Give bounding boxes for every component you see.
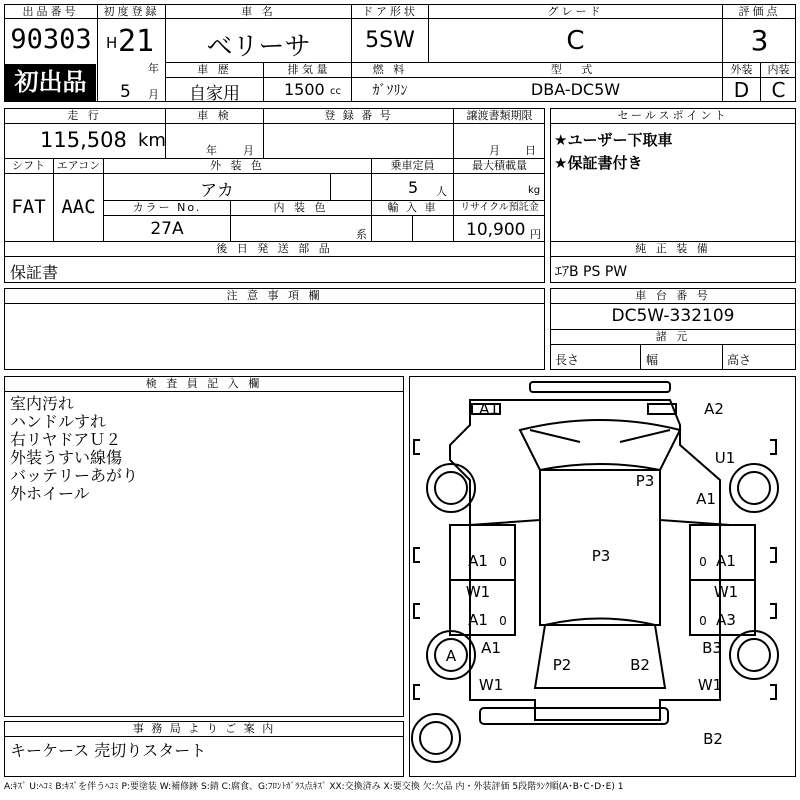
capacity-label: 乗車定員	[390, 159, 435, 172]
shift: FAT	[11, 196, 46, 218]
ac-label: エアコン	[56, 159, 101, 172]
door-type: 5SW	[365, 28, 415, 53]
equipment: ｴｱB PS PW	[555, 264, 628, 280]
damage-mark-right-quarter: B3	[702, 639, 722, 657]
int-score-label: 内装	[767, 63, 790, 76]
year-unit: 年	[148, 62, 159, 75]
damage-mark-left-rear-door: A1	[468, 611, 488, 629]
lot-number: 90303	[10, 24, 92, 55]
office-message: キーケース 売切りスタート	[10, 741, 207, 760]
later-parts-label: 後 日 発 送 部 品	[216, 242, 333, 255]
recycle-amount: 10,900	[466, 220, 526, 240]
ext-color: アカ	[200, 181, 234, 201]
damage-mark-right-rear-door: A3	[716, 611, 736, 629]
damage-mark-front-right: A2	[704, 400, 724, 418]
car-name: ベリーサ	[206, 32, 311, 62]
int-color-label: 内 装 色	[273, 201, 329, 214]
capacity: 5	[408, 178, 419, 197]
damage-mark-fender-right: A1	[696, 490, 716, 508]
legend: A:ｷｽﾞ U:ﾍｺﾐ B:ｷｽﾞを伴うﾍｺﾐ P:要塗装 W:補修跡 S:錆 C:腐食、G:ﾌﾛﾝﾄｶﾞﾗｽ点ｷｽﾞ XX:交換済み X:要交換 欠:欠品 内・外装評価 5段階ﾗﾝｸ順(A･B･C･D･E) 1	[4, 782, 624, 792]
damage-mark-left-front-door: A1	[468, 552, 488, 570]
displacement-unit: cc	[330, 86, 341, 97]
history: 自家用	[189, 84, 240, 104]
int-color-unit: 系	[356, 228, 367, 241]
office-label: 事 務 局 よ り ご 案 内	[4, 721, 404, 737]
width-label: 幅	[646, 353, 659, 367]
dims-label: 諸 元	[655, 330, 691, 343]
damage-mark-right-front-door: A1	[716, 552, 736, 570]
color-no: 27A	[150, 219, 184, 239]
later-parts: 保証書	[10, 263, 59, 282]
import-label: 輸 入 車	[387, 201, 438, 214]
inspector-line: ハンドルすれ	[10, 412, 107, 431]
transfer-day-unit: 日	[525, 144, 536, 157]
lot-label: 出品番号	[4, 4, 97, 19]
damage-mark-rear-bumper: B2	[703, 730, 723, 748]
score: 3	[750, 24, 769, 57]
height-label: 高さ	[727, 353, 752, 367]
model: DBA-DC5W	[530, 80, 621, 99]
max-load-unit: kg	[528, 185, 541, 196]
first-reg-label: 初度登録	[98, 4, 165, 19]
fuel: ｶﾞｿﾘﾝ	[372, 83, 408, 99]
damage-mark-left-rear-door-extra: 0	[499, 614, 507, 628]
damage-mark-right-rear-panel: W1	[697, 676, 723, 694]
damage-mark-left-rear-panel: W1	[478, 676, 504, 694]
mileage-label: 走 行	[67, 109, 102, 122]
mileage-unit: km	[138, 130, 166, 151]
sales-point-item: ★ユーザー下取車	[554, 131, 673, 149]
inspection-label: 車 検	[197, 109, 232, 122]
grade: C	[566, 26, 585, 56]
history-label: 車 歴	[197, 63, 232, 76]
damage-mark-right-front-door-extra: 0	[699, 555, 707, 569]
inspector-label: 検 査 員 記 入 欄	[4, 376, 404, 392]
sales-point-label: セールスポイント	[550, 108, 796, 124]
inspector-line: 右リヤドアＵ２	[10, 430, 122, 449]
ext-score: D	[733, 78, 750, 102]
era: H	[106, 34, 118, 52]
mileage: 115,508	[40, 128, 127, 152]
length-label: 長さ	[555, 353, 580, 367]
ext-score-label: 外装	[730, 63, 753, 76]
inspection-year-unit: 年	[206, 144, 217, 157]
grade-label: グレード	[429, 4, 722, 19]
max-load-label: 最大積載量	[472, 159, 527, 172]
car-name-label: 車 名	[166, 4, 351, 19]
damage-mark-hood: P3	[635, 472, 655, 490]
inspector-line: 外ホイール	[10, 484, 90, 503]
shift-label: シフト	[12, 159, 45, 172]
inspection-month-unit: 月	[243, 144, 254, 157]
damage-mark-rear-right: B2	[630, 656, 650, 674]
model-label: 型 式	[550, 63, 601, 76]
notes-label: 注 意 事 項 欄	[4, 288, 545, 304]
capacity-unit: 人	[436, 185, 447, 198]
fuel-label: 燃 料	[372, 63, 408, 76]
month-unit: 月	[148, 88, 159, 101]
inspector-line: 室内汚れ	[10, 395, 75, 413]
damage-mark-roof: P3	[591, 547, 611, 565]
displacement: 1500	[284, 80, 325, 99]
equipment-label: 純 正 装 備	[635, 242, 711, 255]
damage-mark-left-rear-wheel: A	[445, 647, 457, 665]
damage-mark-rear-left: P2	[552, 656, 572, 674]
inspector-line: 外装うすい線傷	[10, 448, 123, 467]
damage-mark-left-front-door-extra: 0	[499, 555, 507, 569]
int-score: C	[771, 78, 786, 102]
color-no-label: カラー No.	[132, 201, 202, 214]
transfer-label: 譲渡書類期限	[466, 109, 533, 122]
month-number: 5	[120, 82, 131, 102]
recycle-unit: 円	[530, 228, 541, 241]
door-label: ドア形状	[352, 4, 428, 19]
ac: AAC	[61, 196, 96, 218]
sales-point-item: ★保証書付き	[554, 154, 643, 172]
first-listing-badge: 初出品	[5, 64, 96, 101]
damage-mark-left-sill: W1	[465, 583, 491, 601]
damage-mark-right-sill: W1	[713, 583, 739, 601]
chassis-label: 車 台 番 号	[550, 288, 796, 304]
score-label: 評価点	[723, 4, 796, 19]
reg-no-label: 登 録 番 号	[324, 109, 393, 122]
recycle-label: リサイクル預託金	[460, 202, 539, 213]
chassis-number: DC5W-332109	[611, 306, 735, 326]
ext-color-label: 外 装 色	[210, 159, 265, 172]
damage-mark-front-left: A1	[479, 400, 499, 418]
damage-mark-left-quarter: A1	[481, 639, 501, 657]
damage-mark-hood-right: U1	[714, 449, 736, 467]
damage-mark-right-rear-door-extra: 0	[699, 614, 707, 628]
transfer-month-unit: 月	[489, 144, 500, 157]
displacement-label: 排 気 量	[287, 63, 328, 76]
inspector-line: バッテリーあがり	[10, 466, 139, 485]
year-number: 21	[118, 24, 155, 59]
